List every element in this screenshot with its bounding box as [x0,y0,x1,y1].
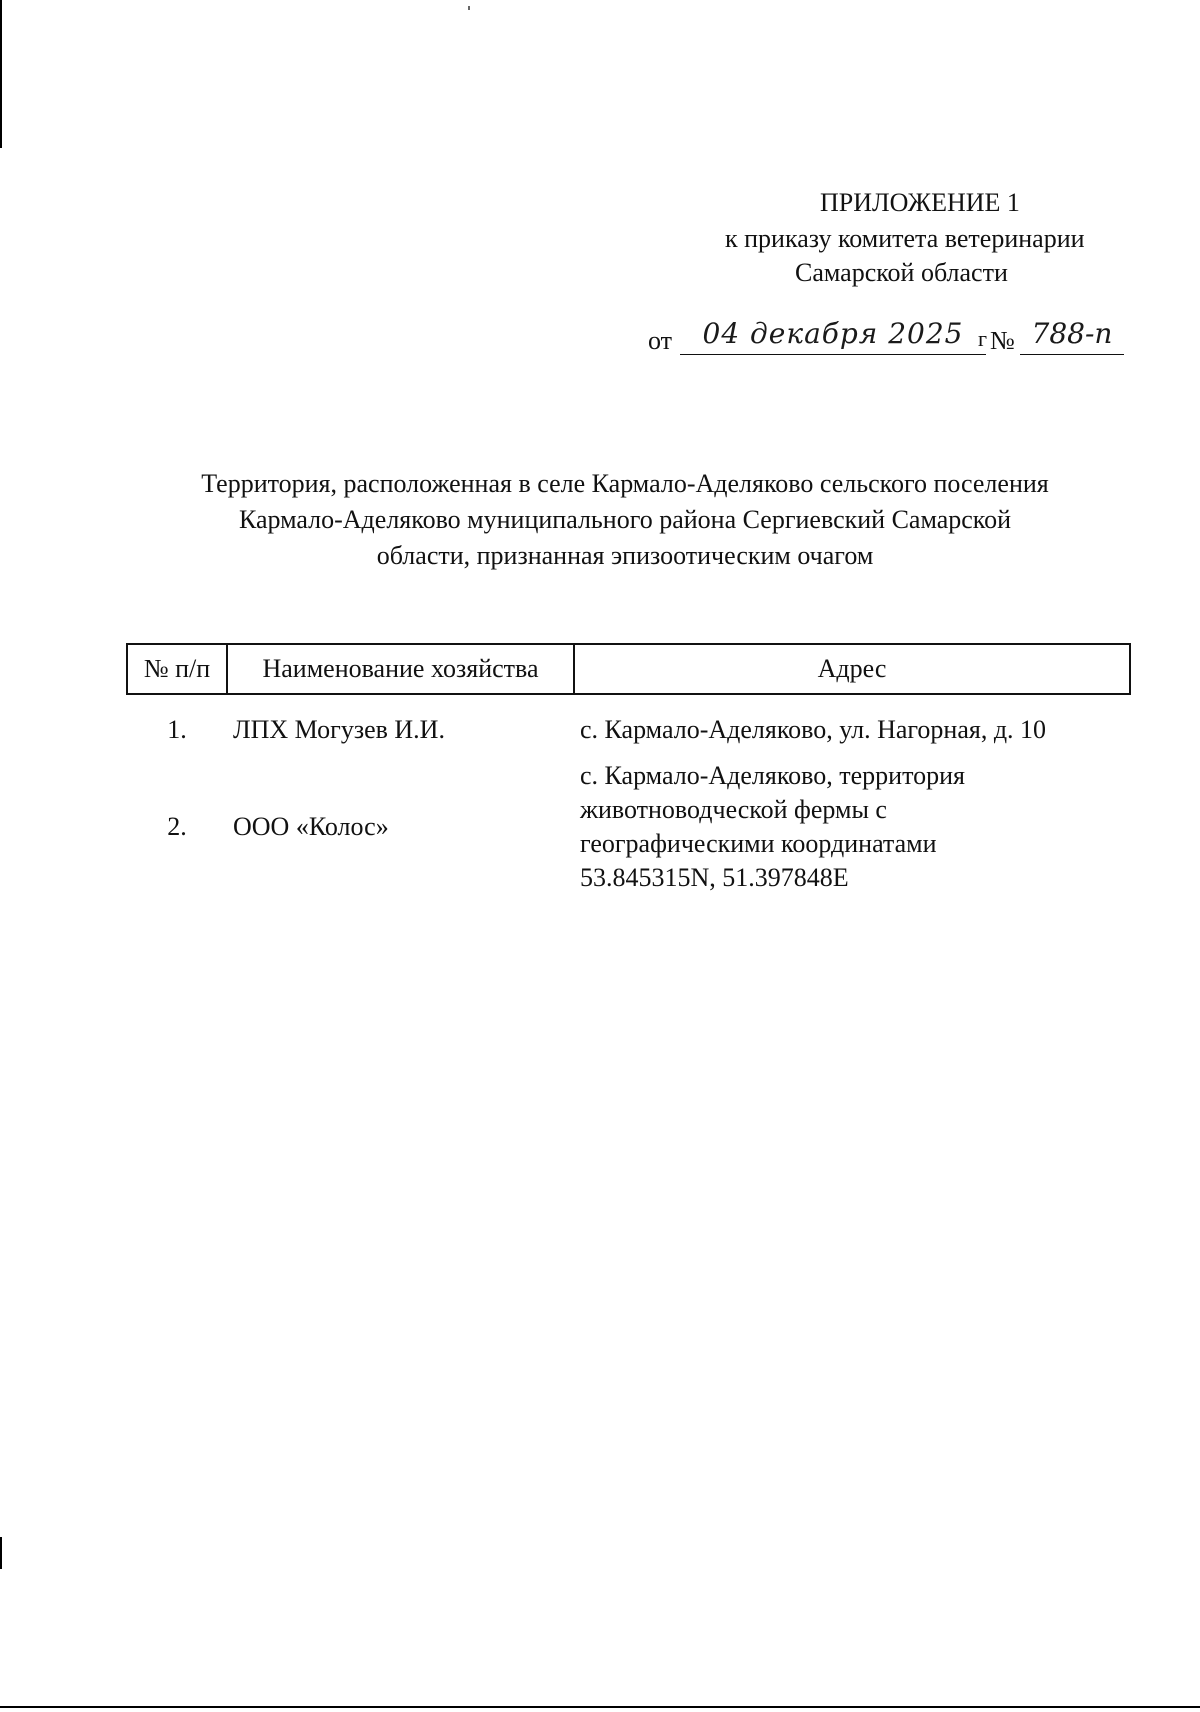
document-title-line: Кармало-Аделяково муниципального района Сергиевский Самарской [238,505,1012,534]
scan-edge-mark [0,0,2,148]
farm-address [574,694,1130,759]
address-line: 53.845315N, 51.397848E [580,863,849,892]
address-line: с. Кармало-Аделяково, ул. Нагорная, д. 10 [580,715,1047,744]
row-number: 2. [167,812,187,841]
farm-name: ЛПХ Могузев И.И. [233,715,445,744]
document-title [100,466,1150,574]
document-title-line: Территория, расположенная в селе Кармало-Аделяково сельского поселения [201,469,1049,498]
scan-speck [468,6,470,10]
table-row [127,694,1130,759]
table-row [127,759,1130,899]
column-header-address: Адрес [574,644,1130,694]
address-line: географическими координатами [580,829,937,858]
row-number: 1. [167,715,187,744]
scan-edge-mark [0,1537,2,1569]
appendix-reference: к приказу комитета ветеринарии [725,224,1085,253]
farm-name: ООО «Колос» [233,812,389,841]
table-header-row [127,644,1130,694]
territory-table [126,643,1131,899]
address-line: с. Кармало-Аделяково, территория [580,761,965,790]
order-number-handwritten: 788-п [1020,318,1124,355]
column-header-farm-name: Наименование хозяйства [227,644,574,694]
order-year-suffix: г [978,326,988,351]
farm-address [574,759,1130,899]
document-title-line: области, признанная эпизоотическим очагом [376,541,874,570]
appendix-region: Самарской области [795,258,1008,287]
order-from-label: от [648,326,673,355]
appendix-title: ПРИЛОЖЕНИЕ 1 [820,188,1020,217]
address-line: животноводческой фермы с [580,795,887,824]
order-number-label: № [990,326,1015,355]
scan-edge-mark [0,1706,1200,1708]
order-date-handwritten: 04 декабря 2025 [680,318,986,355]
column-header-number: № п/п [127,644,227,694]
order-date-number [648,318,1128,366]
